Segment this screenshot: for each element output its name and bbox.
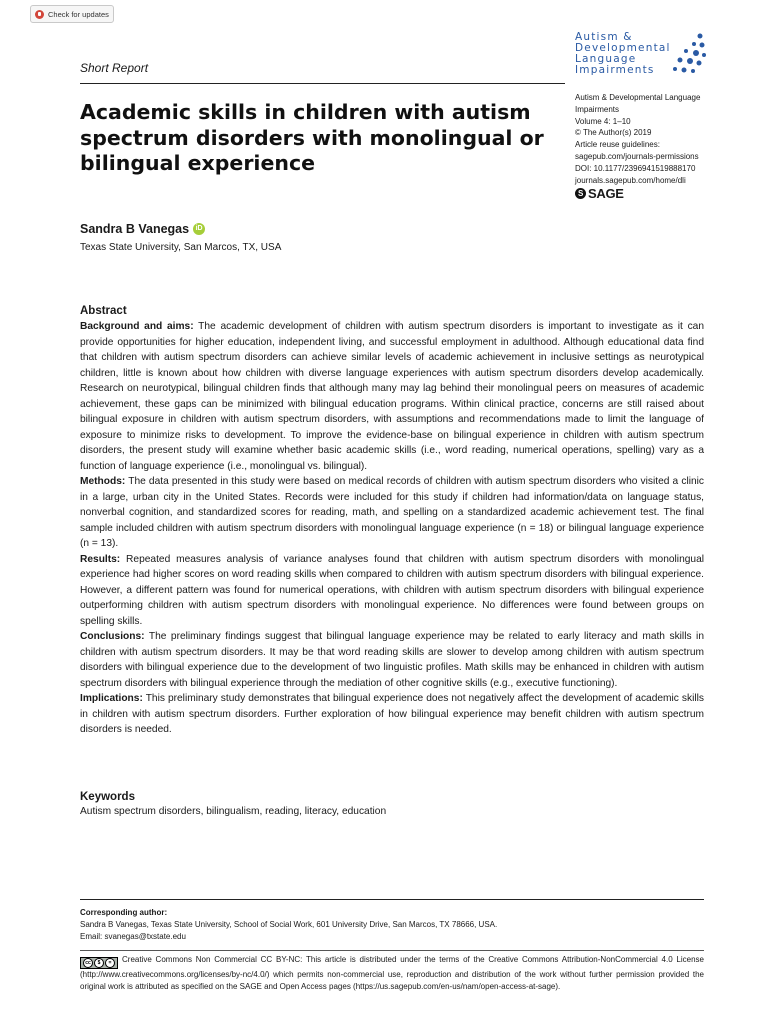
meta-line: Impairments: [575, 104, 620, 114]
corresponding-address: Sandra B Vanegas, Texas State University, School of Social Work, 601 University Drive, San Marcos, TX 78666, USA.: [80, 920, 498, 929]
reuse-link[interactable]: sagepub.com/journals-permissions: [575, 151, 699, 161]
abstract-section-text: The data presented in this study were based on medical records of children with autism spectrum disorders who visited a clinic in a large, urban city in the United States. Records were included for this study if children had information/data on language status, nonverbal cognition, and standardized scores for reading, math, and spelling on a standardized academic achievement test. The final sample included children with autism spectrum disorders with monolingual language experience (n = 18) or bilingual language experience (n = 13).: [80, 476, 704, 549]
abstract-section-text: The academic development of children with autism spectrum disorders is important to investigate as it can provide opportunities for higher education, independent living, and successful employment in adulthood. Although educational data find that children with autism spectrum disorders can achieve similar levels of academic achievement in inclusive settings as neurotypical children, little is known about how children with diverse language experiences with autism spectrum disorders develop academically. Research on neurotypical, bilingual children finds that although many may lag behind their monolingual peers on measures of academic achievement, these gaps can be minimized with bilingual education programs. Within clinical practice, concerns are still raised about bilingual exposure in children with autism spectrum disorders, with assumptions and recommendations made to limit the language of exposure to minimize risks to development. To improve the evidence-base on bilingual experience in children with autism spectrum disorders, the present study will examine whether basic academic skills (i.e., word reading, numerical operations, spelling) vary as a function of language experience (i.e., monolingual vs. bilingual).: [80, 321, 704, 472]
article-title: Academic skills in children with autism spectrum disorders with monolingual or bilingual experience: [80, 100, 544, 175]
journal-meta: [575, 92, 715, 186]
header-divider: [80, 83, 565, 84]
meta-line: Article reuse guidelines:: [575, 140, 660, 150]
abstract-section: [80, 691, 704, 738]
abstract-section-label: Results:: [80, 553, 121, 565]
nd-icon: =: [105, 958, 115, 968]
abstract-section-text: This preliminary study demonstrates that bilingual experience does not negatively affect the development of academic skills in children with autism spectrum disorders. Further exploration of how bilingual experience may benefit children with autism spectrum disorders is needed.: [80, 693, 704, 735]
logo-line: Developmental: [575, 42, 671, 54]
logo-line: Impairments: [575, 64, 655, 76]
cc-by-nc-badge-icon[interactable]: [80, 957, 118, 969]
logo-line: Autism &: [575, 31, 633, 43]
abstract-section: [80, 474, 704, 552]
license-divider: [80, 950, 704, 951]
publisher-name: SAGE: [588, 186, 624, 201]
corresponding-author: [80, 907, 704, 943]
doi-link[interactable]: DOI: 10.1177/2396941519888170: [575, 163, 696, 173]
publisher-logo: [575, 186, 624, 201]
meta-line: Autism & Developmental Language: [575, 93, 701, 102]
journal-link[interactable]: journals.sagepub.com/home/dli: [575, 175, 686, 185]
abstract: [80, 304, 704, 738]
abstract-section-text: Repeated measures analysis of variance analyses found that children with autism spectrum disorders with monolingual experience had higher scores on word reading skills when compared to children with autism spectrum disorders with bilingual experience. However, a different pattern was found for numerical operations, with children with autism spectrum disorders with bilingual experience outperforming children with autism spectrum disorders with monolingual experience. No differences were found between groups on spelling skills.: [80, 553, 704, 627]
abstract-heading: Abstract: [80, 305, 127, 317]
abstract-section-label: Implications:: [80, 693, 143, 704]
corresponding-email[interactable]: Email: svanegas@txstate.edu: [80, 932, 186, 941]
nc-icon: $: [94, 958, 104, 968]
journal-logo-dots-icon: [668, 30, 708, 80]
article-type: Short Report: [80, 61, 149, 75]
check-for-updates-button[interactable]: [30, 5, 114, 23]
author-name: Sandra B Vanegas: [80, 222, 190, 236]
author-affiliation: Texas State University, San Marcos, TX, USA: [80, 242, 282, 253]
abstract-section: [80, 552, 704, 630]
abstract-section-label: Background and aims:: [80, 321, 194, 332]
meta-line: © The Author(s) 2019: [575, 128, 652, 138]
bookmark-icon: [35, 10, 44, 19]
cc-icon: cc: [83, 958, 93, 968]
abstract-section-label: Methods:: [80, 476, 126, 487]
check-for-updates-label: Check for updates: [48, 9, 109, 19]
meta-line: Volume 4: 1–10: [575, 116, 631, 126]
abstract-section-text: The preliminary findings suggest that bilingual language experience may be related to early literacy and math skills in children with autism spectrum disorders. It may be that word reading skills are slower to develop among children with autism spectrum disorders with bilingual experience due to the development of two linguistic profiles. Math skills may be enhanced in children with autism spectrum disorders with bilingual experience through the mediation of other cognitive skills (e.g., executive functioning).: [80, 631, 704, 689]
orcid-icon[interactable]: iD: [193, 223, 205, 235]
logo-line: Language: [575, 53, 637, 65]
license-text: Creative Commons Non Commercial CC BY-NC: This article is distributed under the terms of the Creative Commons Attribution-NonCommercial 4.0 License (http://www.creativecommons.org/licenses/by-nc/4.0/) which permits non-commercial use, reproduction and distribution of the work without further permission provided the original work is attributed as specified on the SAGE and Open Access pages (https://us.sagepub.com/en-us/nam/open-access-at-sage).: [80, 955, 704, 991]
corresponding-label: Corresponding author:: [80, 908, 168, 917]
abstract-section-label: Conclusions:: [80, 631, 145, 642]
abstract-section: [80, 319, 704, 474]
abstract-section: [80, 629, 704, 691]
sage-icon: S: [575, 188, 586, 199]
keywords-heading: Keywords: [80, 791, 135, 803]
license-notice: [80, 954, 704, 993]
author: [80, 222, 205, 236]
footer-divider: [80, 899, 704, 900]
keywords-text: Autism spectrum disorders, bilingualism, reading, literacy, education: [80, 806, 387, 817]
